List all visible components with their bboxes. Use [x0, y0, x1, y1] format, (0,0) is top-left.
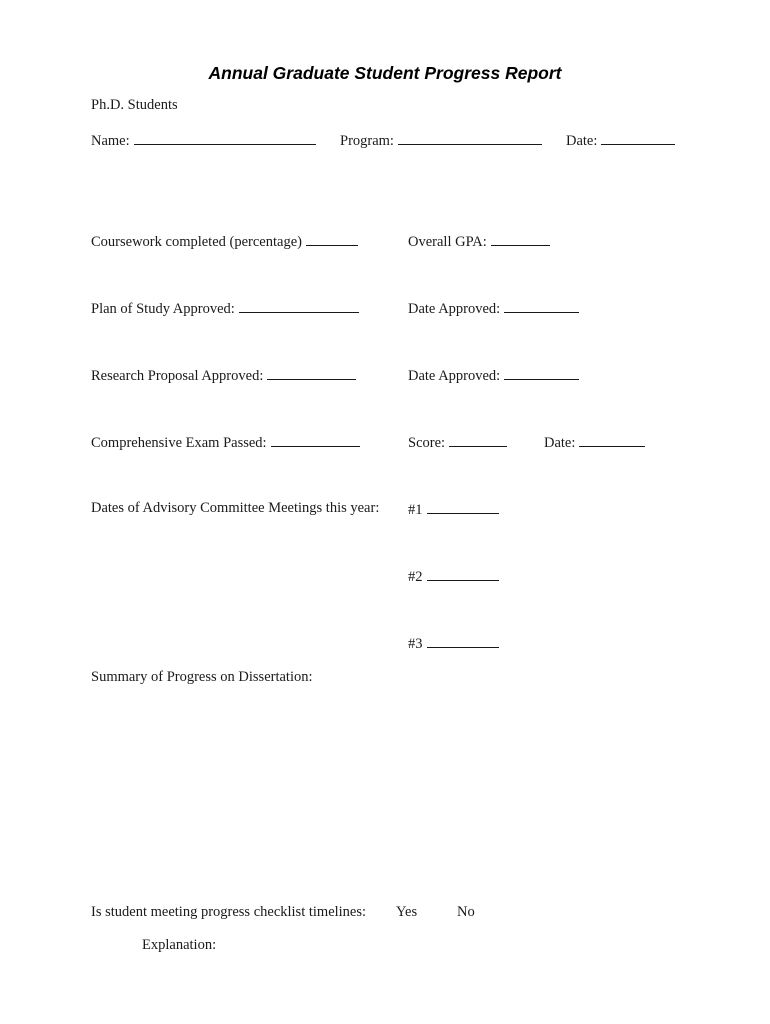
date-label: Date: — [566, 133, 598, 149]
name-row — [91, 130, 316, 150]
exam-date-row — [544, 432, 645, 452]
plan-date-row — [408, 298, 579, 318]
comprehensive-exam-label: Comprehensive Exam Passed: — [91, 435, 267, 451]
form-subtitle: Ph.D. Students — [91, 97, 178, 113]
meeting-row-1 — [408, 499, 499, 519]
meeting-date-field-3[interactable] — [427, 633, 499, 648]
summary-area[interactable] — [91, 692, 681, 882]
summary-label: Summary of Progress on Dissertation: — [91, 669, 313, 685]
plan-date-label: Date Approved: — [408, 301, 501, 317]
research-proposal-label: Research Proposal Approved: — [91, 368, 264, 384]
comprehensive-exam-field[interactable] — [271, 432, 360, 447]
proposal-date-row — [408, 365, 579, 385]
meeting-row-3 — [408, 633, 499, 653]
exam-date-label: Date: — [544, 435, 576, 451]
meeting-row-2 — [408, 566, 499, 586]
exam-score-field[interactable] — [449, 432, 507, 447]
gpa-label: Overall GPA: — [408, 234, 487, 250]
date-row — [566, 130, 675, 150]
date-field[interactable] — [601, 130, 675, 145]
meeting-number-3: #3 — [408, 636, 423, 652]
explanation-label: Explanation: — [142, 937, 217, 953]
meeting-number-1: #1 — [408, 502, 423, 518]
explanation-area[interactable] — [142, 960, 682, 1016]
program-row — [340, 130, 542, 150]
exam-date-field[interactable] — [579, 432, 645, 447]
coursework-field[interactable] — [306, 231, 358, 246]
exam-score-row — [408, 432, 507, 452]
timelines-yes-option[interactable]: Yes — [396, 904, 418, 920]
exam-score-label: Score: — [408, 435, 446, 451]
gpa-row — [408, 231, 550, 251]
coursework-row — [91, 231, 358, 251]
plan-of-study-row — [91, 298, 359, 318]
meeting-date-field-1[interactable] — [427, 499, 499, 514]
form-title: Annual Graduate Student Progress Report — [208, 63, 562, 83]
meeting-date-field-2[interactable] — [427, 566, 499, 581]
proposal-date-field[interactable] — [504, 365, 579, 380]
name-label: Name: — [91, 133, 130, 149]
program-label: Program: — [340, 133, 394, 149]
research-proposal-field[interactable] — [267, 365, 356, 380]
coursework-label: Coursework completed (percentage) — [91, 234, 302, 250]
name-field[interactable] — [134, 130, 316, 145]
timelines-question: Is student meeting progress checklist timelines: — [91, 904, 367, 920]
plan-of-study-label: Plan of Study Approved: — [91, 301, 235, 317]
program-field[interactable] — [398, 130, 542, 145]
meeting-number-2: #2 — [408, 569, 423, 585]
timelines-no-option[interactable]: No — [457, 904, 475, 920]
proposal-date-label: Date Approved: — [408, 368, 501, 384]
comprehensive-exam-row — [91, 432, 360, 452]
plan-date-field[interactable] — [504, 298, 579, 313]
advisory-meetings-label: Dates of Advisory Committee Meetings this year: — [91, 500, 380, 516]
research-proposal-row — [91, 365, 356, 385]
gpa-field[interactable] — [491, 231, 550, 246]
plan-of-study-field[interactable] — [239, 298, 359, 313]
